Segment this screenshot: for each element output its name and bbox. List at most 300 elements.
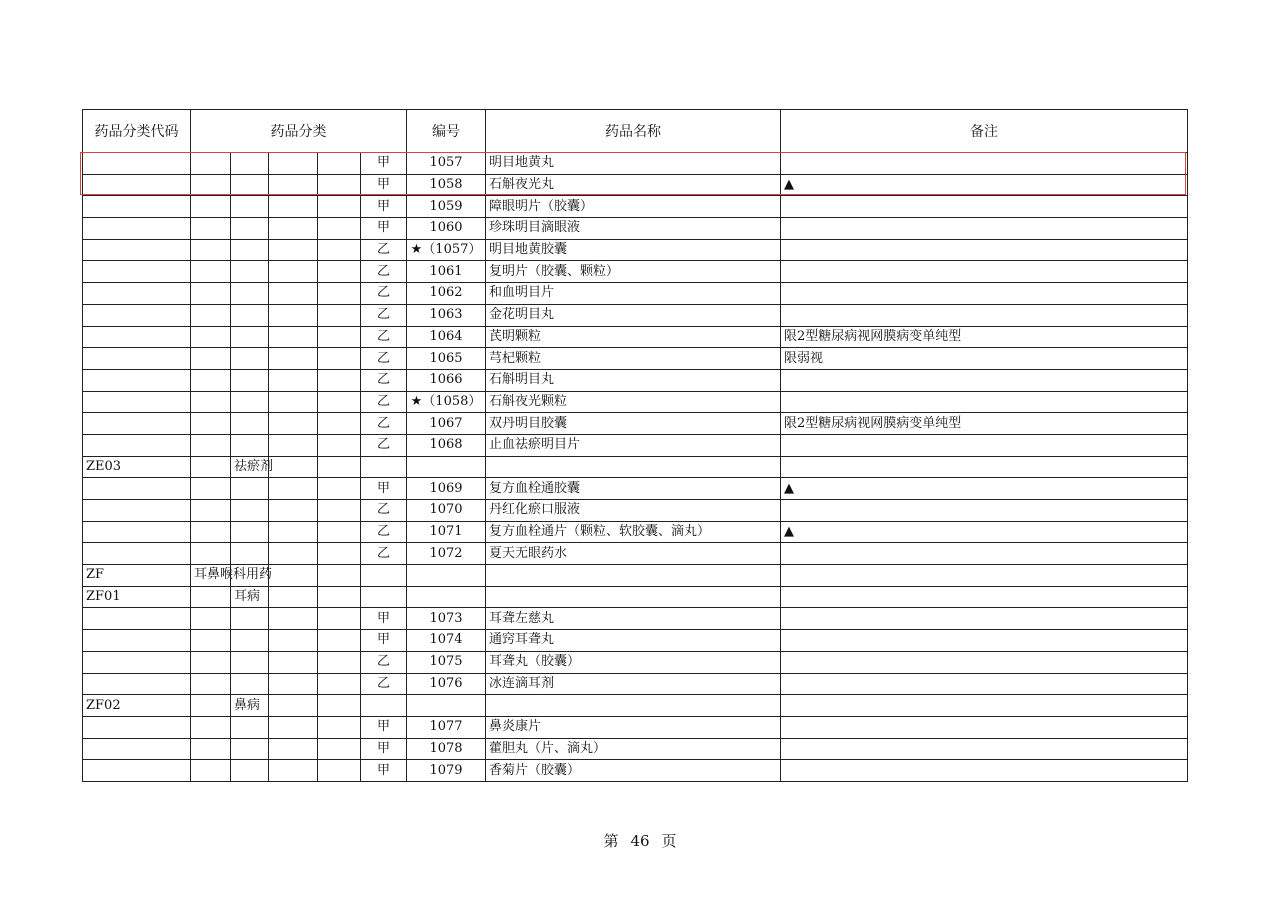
cell-number: 1058 [407,174,486,196]
cell-blank [269,565,318,587]
cell-remark [781,196,1188,218]
cell-name: 止血祛瘀明目片 [486,434,781,456]
cell-subcategory [231,348,269,370]
table-row [83,239,1188,261]
table-row [83,348,1188,370]
cell-blank [269,586,318,608]
cell-grade: 甲 [361,630,407,652]
cell-grade: 乙 [361,239,407,261]
cell-remark [781,543,1188,565]
header-remark: 备注 [781,110,1188,153]
header-number: 编号 [407,110,486,153]
cell-blank [269,218,318,240]
cell-grade: 乙 [361,261,407,283]
cell-blank [318,413,361,435]
cell-subcategory [231,369,269,391]
cell-blank [269,304,318,326]
cell-remark [781,456,1188,478]
cell-number: 1061 [407,261,486,283]
cell-category [191,456,231,478]
cell-subcategory [231,218,269,240]
cell-blank [318,500,361,522]
cell-name: 冰连滴耳剂 [486,673,781,695]
cell-subcategory [231,651,269,673]
cell-name [486,586,781,608]
header-name: 药品名称 [486,110,781,153]
cell-blank [269,261,318,283]
cell-subcategory [231,261,269,283]
cell-blank [269,760,318,782]
cell-number [407,565,486,587]
cell-number: 1065 [407,348,486,370]
footer-prefix: 第 [603,832,619,850]
cell-category [191,153,231,175]
cell-subcategory: 鼻病 [231,695,269,717]
footer-suffix: 页 [661,832,677,850]
cell-code [83,543,191,565]
cell-code [83,239,191,261]
cell-blank [318,391,361,413]
table-row [83,695,1188,717]
cell-code [83,651,191,673]
cell-number: 1067 [407,413,486,435]
cell-category [191,500,231,522]
cell-subcategory [231,304,269,326]
cell-remark [781,673,1188,695]
cell-subcategory: 耳病 [231,586,269,608]
cell-name: 通窍耳聋丸 [486,630,781,652]
cell-grade: 甲 [361,174,407,196]
cell-grade [361,565,407,587]
table-row [83,283,1188,305]
header-category: 药品分类 [191,110,407,153]
cell-code [83,521,191,543]
cell-grade: 乙 [361,434,407,456]
cell-number: 1059 [407,196,486,218]
cell-code [83,716,191,738]
cell-subcategory: 祛瘀剂 [231,456,269,478]
cell-code [83,738,191,760]
cell-remark: ▲ [781,174,1188,196]
cell-number: 1073 [407,608,486,630]
cell-name: 金花明目丸 [486,304,781,326]
cell-blank [269,695,318,717]
table-row [83,304,1188,326]
cell-number: 1072 [407,543,486,565]
table-row [83,218,1188,240]
cell-name [486,695,781,717]
cell-blank [269,196,318,218]
cell-name: 耳聋左慈丸 [486,608,781,630]
cell-number: 1066 [407,369,486,391]
cell-remark [781,261,1188,283]
cell-grade: 乙 [361,413,407,435]
cell-subcategory [231,326,269,348]
cell-blank [269,153,318,175]
cell-blank [269,478,318,500]
cell-name: 藿胆丸（片、滴丸） [486,738,781,760]
cell-blank [318,456,361,478]
cell-category [191,348,231,370]
cell-blank [269,369,318,391]
table-row [83,326,1188,348]
cell-blank [318,738,361,760]
cell-code [83,261,191,283]
cell-remark [781,630,1188,652]
cell-remark [781,608,1188,630]
cell-number: 1076 [407,673,486,695]
cell-blank [269,239,318,261]
cell-blank [318,283,361,305]
cell-number: 1078 [407,738,486,760]
cell-grade: 乙 [361,304,407,326]
table-row [83,651,1188,673]
cell-grade: 乙 [361,651,407,673]
cell-name: 复方血栓通胶囊 [486,478,781,500]
cell-grade: 甲 [361,716,407,738]
cell-name: 芪明颗粒 [486,326,781,348]
cell-category [191,261,231,283]
cell-blank [318,153,361,175]
table-row [83,369,1188,391]
cell-blank [318,348,361,370]
cell-name: 珍珠明目滴眼液 [486,218,781,240]
cell-number: 1064 [407,326,486,348]
cell-grade: 甲 [361,196,407,218]
cell-category [191,326,231,348]
table-row [83,500,1188,522]
cell-name: 石斛夜光颗粒 [486,391,781,413]
cell-category [191,283,231,305]
cell-remark [781,760,1188,782]
cell-category [191,716,231,738]
table-row [83,543,1188,565]
cell-remark: 限2型糖尿病视网膜病变单纯型 [781,413,1188,435]
cell-category [191,608,231,630]
table-row [83,565,1188,587]
cell-number: 1071 [407,521,486,543]
cell-name: 夏天无眼药水 [486,543,781,565]
cell-name: 丹红化瘀口服液 [486,500,781,522]
cell-blank [269,608,318,630]
cell-blank [269,716,318,738]
cell-grade: 甲 [361,760,407,782]
cell-subcategory [231,500,269,522]
header-row [83,110,1188,153]
cell-subcategory [231,174,269,196]
cell-category [191,174,231,196]
cell-grade: 乙 [361,500,407,522]
cell-number: 1063 [407,304,486,326]
cell-remark [781,695,1188,717]
cell-blank [269,283,318,305]
cell-category [191,196,231,218]
cell-remark: 限弱视 [781,348,1188,370]
cell-subcategory [231,153,269,175]
cell-category [191,673,231,695]
table-row [83,413,1188,435]
cell-blank [318,651,361,673]
cell-blank [318,434,361,456]
cell-code: ZF01 [83,586,191,608]
cell-name: 石斛明目丸 [486,369,781,391]
cell-category [191,239,231,261]
cell-number: ★（1058） [407,391,486,413]
cell-blank [318,478,361,500]
cell-blank [318,543,361,565]
cell-number: 1057 [407,153,486,175]
cell-remark [781,586,1188,608]
cell-blank [269,413,318,435]
cell-category [191,586,231,608]
cell-subcategory [231,673,269,695]
cell-remark [781,283,1188,305]
table-row [83,196,1188,218]
cell-remark [781,434,1188,456]
cell-code [83,196,191,218]
cell-name: 明目地黄丸 [486,153,781,175]
cell-category [191,369,231,391]
cell-name: 双丹明目胶囊 [486,413,781,435]
cell-blank [269,738,318,760]
cell-category [191,521,231,543]
cell-blank [269,543,318,565]
cell-code: ZE03 [83,456,191,478]
cell-number: 1069 [407,478,486,500]
cell-subcategory [231,478,269,500]
table-row [83,153,1188,175]
cell-blank [318,673,361,695]
cell-remark: ▲ [781,521,1188,543]
header-code: 药品分类代码 [83,110,191,153]
cell-subcategory [231,434,269,456]
cell-code [83,630,191,652]
table-row [83,478,1188,500]
page-number: 46 [630,832,650,850]
cell-number: 1077 [407,716,486,738]
cell-grade: 乙 [361,326,407,348]
table-row [83,716,1188,738]
cell-subcategory [231,239,269,261]
cell-category [191,695,231,717]
cell-remark [781,738,1188,760]
cell-blank [318,326,361,348]
cell-blank [318,760,361,782]
cell-name [486,456,781,478]
cell-name: 香菊片（胶囊） [486,760,781,782]
cell-remark: ▲ [781,478,1188,500]
cell-blank [318,174,361,196]
cell-subcategory [231,521,269,543]
cell-category [191,760,231,782]
cell-subcategory [231,543,269,565]
table-row [83,586,1188,608]
cell-code [83,500,191,522]
cell-blank [318,218,361,240]
cell-blank [269,521,318,543]
cell-grade: 乙 [361,521,407,543]
cell-remark [781,239,1188,261]
cell-code [83,478,191,500]
cell-code [83,326,191,348]
cell-blank [269,500,318,522]
cell-number: ★（1057） [407,239,486,261]
cell-code: ZF02 [83,695,191,717]
cell-blank [269,391,318,413]
table-row [83,456,1188,478]
table-row [83,391,1188,413]
cell-name: 复方血栓通片（颗粒、软胶囊、滴丸） [486,521,781,543]
cell-blank [318,716,361,738]
cell-blank [269,434,318,456]
cell-number: 1062 [407,283,486,305]
cell-name: 芎杞颗粒 [486,348,781,370]
cell-blank [318,261,361,283]
cell-category [191,218,231,240]
cell-remark: 限2型糖尿病视网膜病变单纯型 [781,326,1188,348]
cell-code [83,413,191,435]
cell-name: 复明片（胶囊、颗粒） [486,261,781,283]
table-row [83,261,1188,283]
cell-grade: 乙 [361,348,407,370]
cell-blank [318,695,361,717]
cell-category [191,738,231,760]
cell-code [83,369,191,391]
cell-subcategory [231,283,269,305]
cell-remark [781,153,1188,175]
cell-grade [361,695,407,717]
cell-code [83,283,191,305]
cell-grade: 甲 [361,218,407,240]
cell-code [83,673,191,695]
cell-blank [269,630,318,652]
cell-number: 1060 [407,218,486,240]
cell-remark [781,716,1188,738]
cell-number [407,695,486,717]
table-row [83,521,1188,543]
cell-category [191,478,231,500]
cell-blank [318,586,361,608]
cell-grade: 甲 [361,478,407,500]
cell-category: 耳鼻喉科用药 [191,565,231,587]
cell-grade: 甲 [361,153,407,175]
cell-number: 1074 [407,630,486,652]
cell-name: 和血明目片 [486,283,781,305]
cell-blank [318,239,361,261]
table-row [83,630,1188,652]
cell-remark [781,391,1188,413]
table-row [83,608,1188,630]
cell-name: 耳聋丸（胶囊） [486,651,781,673]
cell-number: 1070 [407,500,486,522]
cell-category [191,630,231,652]
cell-subcategory [231,760,269,782]
table-row [83,738,1188,760]
cell-grade: 乙 [361,543,407,565]
cell-remark [781,500,1188,522]
cell-blank [318,196,361,218]
cell-blank [269,456,318,478]
cell-remark [781,651,1188,673]
cell-blank [318,630,361,652]
cell-number [407,456,486,478]
cell-number: 1068 [407,434,486,456]
cell-subcategory [231,630,269,652]
cell-category [191,391,231,413]
cell-blank [269,673,318,695]
cell-code [83,153,191,175]
cell-name: 障眼明片（胶囊） [486,196,781,218]
cell-category [191,543,231,565]
page-footer [0,830,1280,851]
cell-subcategory [231,716,269,738]
cell-blank [318,608,361,630]
cell-name: 明目地黄胶囊 [486,239,781,261]
cell-number: 1075 [407,651,486,673]
cell-code [83,608,191,630]
cell-remark [781,304,1188,326]
cell-remark [781,369,1188,391]
cell-grade [361,586,407,608]
cell-remark [781,565,1188,587]
cell-category [191,304,231,326]
cell-category [191,434,231,456]
cell-blank [269,651,318,673]
cell-number: 1079 [407,760,486,782]
cell-grade: 甲 [361,738,407,760]
table-row [83,174,1188,196]
cell-code [83,391,191,413]
cell-subcategory [231,391,269,413]
cell-blank [269,174,318,196]
cell-subcategory [231,413,269,435]
cell-subcategory [231,738,269,760]
cell-grade: 乙 [361,673,407,695]
cell-name [486,565,781,587]
cell-grade: 乙 [361,391,407,413]
cell-blank [318,369,361,391]
cell-blank [318,304,361,326]
cell-subcategory [231,608,269,630]
drug-table [82,109,1188,782]
cell-code [83,348,191,370]
cell-number [407,586,486,608]
cell-name: 鼻炎康片 [486,716,781,738]
cell-blank [269,326,318,348]
table-row [83,673,1188,695]
table-row [83,760,1188,782]
cell-code [83,174,191,196]
cell-category [191,413,231,435]
cell-blank [318,565,361,587]
cell-category [191,651,231,673]
cell-name: 石斛夜光丸 [486,174,781,196]
cell-code [83,434,191,456]
table-row [83,434,1188,456]
cell-blank [269,348,318,370]
cell-remark [781,218,1188,240]
cell-grade: 乙 [361,369,407,391]
cell-grade: 甲 [361,608,407,630]
cell-code [83,304,191,326]
cell-code [83,218,191,240]
cell-grade: 乙 [361,283,407,305]
cell-subcategory [231,196,269,218]
cell-code [83,760,191,782]
cell-code: ZF [83,565,191,587]
cell-grade [361,456,407,478]
cell-blank [318,521,361,543]
